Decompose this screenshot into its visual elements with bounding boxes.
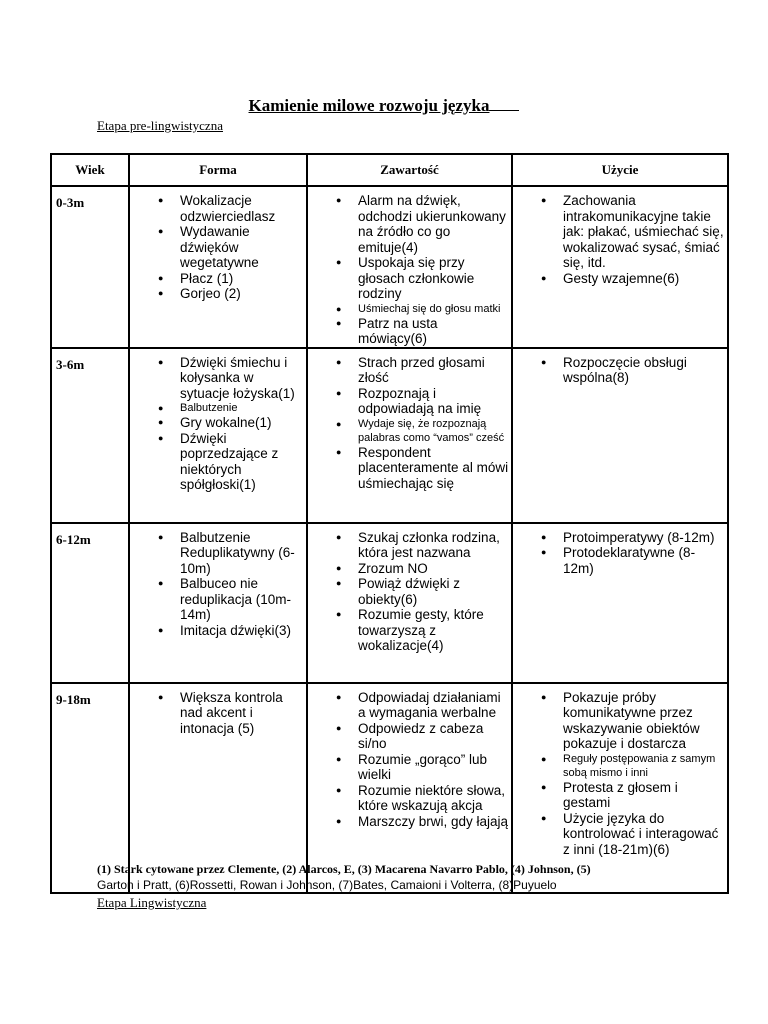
list-item: ● Zrozum NO [308,561,511,577]
list-item: ● Wydawanie dźwięków wegetatywne [130,224,306,271]
zawartosc-list [308,530,511,654]
references-line-1: (1) Stark cytowane przez Clemente, (2) Alarcos, E, (3) Macarena Navarro Pablo, (4) Johnson, (5) [97,862,591,876]
header-uzycie: Użycie [512,154,728,186]
list-item: ● Zachowania intrakomunikacyjne takie jak: płakać, uśmiechać się, wokalizować sysać, śmiać się, itd. [513,193,727,271]
list-item: ● Wokalizacje odzwierciedlasz [130,193,306,224]
header-zawartosc: Zawartość [307,154,512,186]
list-item: ● Szukaj członka rodzina, która jest nazwana [308,530,511,561]
list-item: ● Reguły postępowania z samym sobą mismo i inni [513,752,727,780]
list-item: ● Uśmiechaj się do głosu matki [308,302,511,316]
list-item: ● Powiąż dźwięki z obiekty(6) [308,576,511,607]
uzycie-cell [512,348,728,523]
list-item: ● Rozumie gesty, które towarzyszą z wokalizacje(4) [308,607,511,654]
milestones-table [50,153,729,894]
list-item: ● Protesta z głosem i gestami [513,780,727,811]
zawartosc-cell [307,523,512,683]
list-item: ● Wydaje się, że rozpoznają palabras como “vamos” cześć [308,417,511,445]
list-item: ● Dźwięki śmiechu i kołysanka w sytuacje łożyska(1) [130,355,306,402]
zawartosc-list [308,355,511,492]
list-item: ● Odpowiadaj działaniami a wymagania werbalne [308,690,511,721]
document-title: Kamienie milowe rozwoju języka [0,96,768,116]
table-row [51,523,728,683]
list-item: ● Imitacja dźwięki(3) [130,623,306,639]
list-item: ● Rozpoczęcie obsługi wspólna(8) [513,355,727,386]
zawartosc-list [308,690,511,830]
forma-list [130,193,306,302]
header-wiek: Wiek [51,154,129,186]
list-item: ● Patrz na usta mówiący(6) [308,316,511,347]
forma-cell [129,523,307,683]
stage-subtitle: Etapa pre-lingwistyczna [97,118,223,133]
list-item: ● Balbutzenie [130,401,306,415]
list-item: ● Rozumie niektóre słowa, które wskazują akcja [308,783,511,814]
forma-cell [129,348,307,523]
table-row [51,186,728,348]
list-item: ● Uspokaja się przy głosach członkowie rodziny [308,255,511,302]
list-item: ● Protoimperatywy (8-12m) [513,530,727,546]
list-item: ● Dźwięki poprzedzające z niektórych spółgłoski(1) [130,431,306,493]
forma-cell [129,186,307,348]
zawartosc-cell [307,348,512,523]
list-item: ● Marszczy brwi, gdy łajają [308,814,511,830]
uzycie-list [513,355,727,386]
zawartosc-list [308,193,511,347]
uzycie-list [513,530,727,577]
table-header-row [51,154,728,186]
list-item: ● Rozumie „gorąco” lub wielki [308,752,511,783]
list-item: ● Gry wokalne(1) [130,415,306,431]
list-item: ● Pokazuje próby komunikatywne przez wskazywanie obiektów pokazuje i dostarcza [513,690,727,752]
list-item: ● Protodeklaratywne (8-12m) [513,545,727,576]
table-row [51,348,728,523]
forma-list [130,530,306,639]
list-item: ● Rozpoznają i odpowiadają na imię [308,386,511,417]
references-line-2: Garton i Pratt, (6)Rossetti, Rowan i Johnson, (7)Bates, Camaioni i Volterra, (8)Puyuelo [97,878,557,892]
list-item: ● Użycie języka do kontrolować i interagować z inni (18-21m)(6) [513,811,727,858]
references [97,861,757,893]
list-item: ● Płacz (1) [130,271,306,287]
list-item: ● Respondent placenteramente al mówi uśmiechając się [308,445,511,492]
forma-list [130,690,306,737]
uzycie-list [513,193,727,286]
uzycie-cell [512,186,728,348]
forma-list [130,355,306,493]
header-forma: Forma [129,154,307,186]
list-item: ● Odpowiedz z cabeza si/no [308,721,511,752]
uzycie-cell [512,523,728,683]
list-item: ● Gesty wzajemne(6) [513,271,727,287]
stage-2-title: Etapa Lingwistyczna [97,895,207,910]
uzycie-list [513,690,727,858]
list-item: ● Gorjeo (2) [130,286,306,302]
age-cell: 9-18m [51,683,129,893]
list-item: ● Balbuceo nie reduplikacja (10m-14m) [130,576,306,623]
age-cell: 6-12m [51,523,129,683]
list-item: ● Większa kontrola nad akcent i intonacja (5) [130,690,306,737]
list-item: ● Strach przed głosami złość [308,355,511,386]
list-item: ● Balbutzenie Reduplikatywny (6-10m) [130,530,306,577]
list-item: ● Alarm na dźwięk, odchodzi ukierunkowany na źródło co go emituje(4) [308,193,511,255]
age-cell: 0-3m [51,186,129,348]
age-cell: 3-6m [51,348,129,523]
zawartosc-cell [307,186,512,348]
